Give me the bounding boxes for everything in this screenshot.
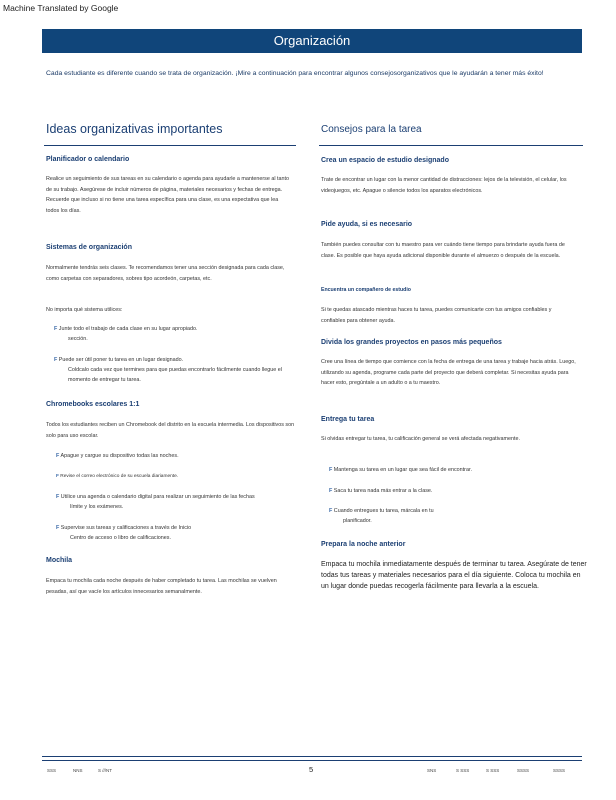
- section-title-turn-in: Entrega tu tarea: [321, 416, 375, 423]
- section-body-night-before: Empaca tu mochila inmediatamente después de terminar tu tarea. Asegúrate de tener todas tus tareas y materiales necesarios para el día siguiente. Coloca tu mochila en un lugar donde puedas recogerla fácilmente para llevarla a la escuela.: [321, 561, 587, 590]
- list-item: F Revise el correo electrónico de su escuela diariamente.: [56, 474, 179, 479]
- footer-right-a: SNS: [427, 768, 437, 773]
- bullet-icon: F: [329, 467, 333, 473]
- section-body-study-space: Trate de encontrar un lugar con la menor cantidad de distracciones: lejos de la televisión, el celular, los videojuegos, etc. Apague o silencie todos los aparatos electrónicos.: [321, 177, 567, 194]
- section-body-planner: Realice un seguimiento de sus tareas en su calendario o agenda para ayudarle a mantenerse al tanto de su trabajo. Asegúrese de incluir números de página, materiales necesarios y fechas de entrega. Recuerde que incluso si no tiene una tarea específica para una clase, es una expectativa que lea todos los días.: [46, 176, 290, 214]
- intro-paragraph: Cada estudiante es diferente cuando se trata de organización. ¡Mire a continuación para encontrar algunos consejosorganizativos que le ayudarán a tener más éxito!: [46, 70, 544, 77]
- section-title-ask-help: Pide ayuda, si es necesario: [321, 221, 413, 228]
- section-body-big-projects: Cree una línea de tiempo que comience con la fecha de entrega de una tarea y trabaje hacia atrás. Luego, utilizando su agenda, programe cada parte del proyecto que deberá completar. Si necesitas ayuda para hacer esto, pregúntale a un adulto o a tu maestro.: [321, 359, 576, 386]
- page-title-banner: [42, 29, 582, 53]
- section-title-backpack: Mochila: [46, 557, 73, 564]
- left-heading-rule: [44, 145, 296, 146]
- section-title-systems: Sistemas de organización: [46, 244, 132, 251]
- section-body-study-buddy: Si te quedas atascado mientras haces tu tarea, puedes comunicarte con tus amigos confiables y confiables para obtener ayuda.: [321, 307, 552, 324]
- footer-right-d: SSSS: [517, 768, 530, 773]
- page-title: Organización: [273, 33, 351, 48]
- footer-rule-top: [42, 756, 582, 757]
- list-item: F Mantenga su tarea en un lugar que sea fácil de encontrar.: [329, 467, 472, 473]
- section-title-chromebooks: Chromebooks escolares 1:1: [46, 401, 140, 408]
- bullet-icon: F: [329, 488, 333, 494]
- section-body-chromebooks: Todos los estudiantes reciben un Chromebook del distrito en la escuela intermedia. Los dispositivos son solo para uso escolar.: [46, 422, 295, 439]
- section-title-planner: Planificador o calendario: [46, 156, 130, 163]
- bullet-icon: F: [56, 494, 60, 500]
- footer-left-c: S ///NT: [98, 768, 113, 773]
- section-title-night-before: Prepara la noche anterior: [321, 541, 406, 548]
- list-item: F Junte todo el trabajo de cada clase en su lugar apropiado. sección.: [54, 326, 198, 342]
- footer-left-b: NNS: [73, 768, 83, 773]
- section-body-ask-help: También puedes consultar con tu maestro para ver cuándo tiene tiempo para brindarte ayuda fuera de clase. Es posible que haya ayuda adicional disponible durante el almuerzo o después de la escuela.: [321, 242, 565, 259]
- watermark-text: Machine Translated by Google: [3, 3, 119, 13]
- list-item: F Utilice una agenda o calendario digital para realizar un seguimiento de las fechas límite y los exámenes.: [56, 494, 255, 510]
- right-heading: Consejos para la tarea: [321, 124, 422, 135]
- footer-right-c: S SSS: [486, 768, 500, 773]
- footer-right-b: S SSS: [456, 768, 470, 773]
- footer-right-e: SSSS: [553, 768, 566, 773]
- bullet-icon: F: [329, 508, 333, 514]
- list-item: F Supervise sus tareas y calificaciones a través de Inicio Centro de acceso o libro de calificaciones.: [56, 525, 192, 541]
- list-item: F Apague y cargue su dispositivo todas las noches.: [56, 453, 179, 459]
- bullet-icon: F: [56, 525, 60, 531]
- right-heading-rule: [319, 145, 583, 146]
- section-body-backpack: Empaca tu mochila cada noche después de haber completado tu tarea. Las mochilas se vuelven pesadas, así que vacíe los artículos innecesarios semanalmente.: [46, 578, 277, 595]
- section-title-study-space: Crea un espacio de estudio designado: [321, 157, 449, 164]
- section-body-turn-in: Si olvidas entregar tu tarea, tu calificación general se verá afectada negativamente.: [321, 436, 520, 442]
- footer-left-a: SSS: [47, 768, 57, 773]
- list-item: F Cuando entregues tu tarea, márcala en tu planificador.: [329, 508, 434, 524]
- bullet-icon: F: [54, 357, 58, 363]
- page-number: 5: [309, 765, 314, 774]
- section-title-study-buddy: Encuentra un compañero de estudio: [321, 287, 411, 293]
- bullet-icon: F: [54, 326, 58, 332]
- section-title-big-projects: Divida los grandes proyectos en pasos más pequeños: [321, 339, 502, 346]
- list-item: F Puede ser útil poner tu tarea en un lugar designado. Coldcalo cada vez que termines para que puedas encontrarlo fácilmente cuando llegue el momento de entregar tu tarea.: [54, 357, 282, 383]
- bullet-icon: F: [56, 474, 59, 479]
- section-note-systems: No importa qué sistema utilices:: [46, 307, 123, 313]
- bullet-icon: F: [56, 453, 60, 459]
- left-heading: Ideas organizativas importantes: [46, 122, 223, 136]
- footer-rule-bottom: [42, 760, 582, 761]
- section-body-systems: Normalmente tendrás seis clases. Te recomendamos tener una sección designada para cada clase, como carpetas con separadores, sobres tipo acordeón, carpetas, etc.: [46, 265, 285, 282]
- list-item: F Saca tu tarea nada más entrar a la clase.: [329, 488, 433, 494]
